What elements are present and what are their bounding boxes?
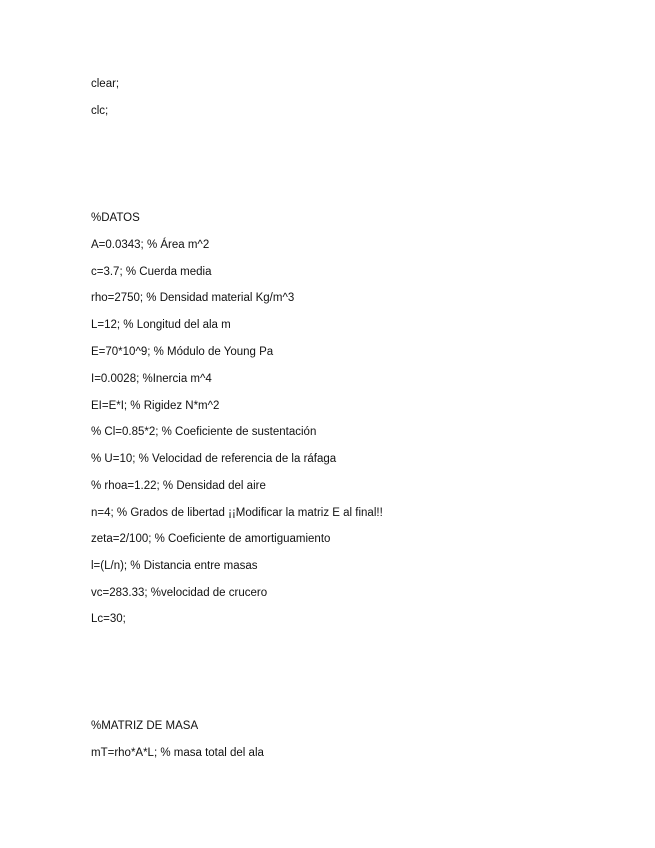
code-line-cuerda: c=3.7; % Cuerda media [91, 266, 212, 278]
code-line-rho: rho=2750; % Densidad material Kg/m^3 [91, 292, 295, 304]
code-line-rigidez: EI=E*I; % Rigidez N*m^2 [91, 400, 220, 412]
code-line-longitud: L=12; % Longitud del ala m [91, 319, 231, 331]
code-line-l: l=(L/n); % Distancia entre masas [91, 560, 258, 572]
code-line-clear: clear; [91, 78, 120, 90]
code-line-lc: Lc=30; [91, 613, 126, 625]
code-line-zeta: zeta=2/100; % Coeficiente de amortiguamiento [91, 533, 331, 545]
code-line-u: % U=10; % Velocidad de referencia de la ráfaga [91, 453, 337, 465]
code-line-datos-header: %DATOS [91, 212, 140, 224]
code-line-young: E=70*10^9; % Módulo de Young Pa [91, 346, 274, 358]
code-line-inercia: I=0.0028; %Inercia m^4 [91, 373, 212, 385]
code-line-rhoa: % rhoa=1.22; % Densidad del aire [91, 480, 266, 492]
code-line-vc: vc=283.33; %velocidad de crucero [91, 587, 268, 599]
code-line-clc: clc; [91, 105, 109, 117]
code-line-area: A=0.0343; % Área m^2 [91, 239, 210, 251]
code-line-n: n=4; % Grados de libertad ¡¡Modificar la matriz E al final!! [91, 507, 383, 519]
code-line-cl: % Cl=0.85*2; % Coeficiente de sustentación [91, 426, 317, 438]
code-line-mt: mT=rho*A*L; % masa total del ala [91, 747, 264, 759]
code-line-masa-header: %MATRIZ DE MASA [91, 720, 199, 732]
